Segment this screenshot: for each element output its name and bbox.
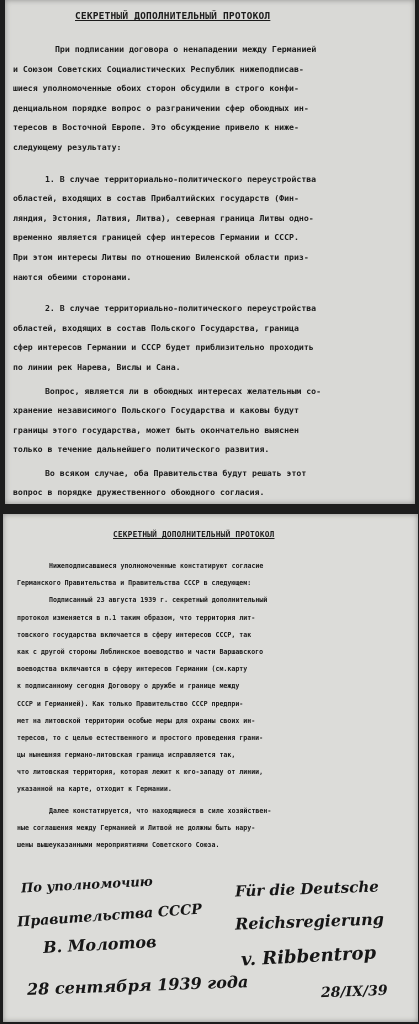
text-line: тересов, то с целью естественного и простого проведения грани- [17,733,264,742]
text-line: Далее констатируется, что находящиеся в силе хозяйствен- [49,806,272,815]
protocol-1-para-4 [13,382,409,460]
text-line: Нижеподписавшиеся уполномоченные констатируют согласие [49,562,264,570]
text-line: временно является границей сфер интересов Германии и СССР. [13,232,299,243]
text-line: Во всяком случае, оба Правительства будут решать этот [45,467,307,478]
protocol-2-para-3 [17,803,409,855]
protocol-1-para-3 [13,299,409,377]
protocol-2-body [17,558,409,854]
text-line: шены вышеуказанными мероприятиями Советского Союза. [17,841,220,849]
protocol-2-para-2 [17,592,409,798]
text-line: Подписанный 23 августа 1939 г. секретный дополнительный [49,596,268,605]
text-line: СССР и Германией). Как только Правительство СССР предпри- [17,699,244,708]
protocol-1-body [13,40,409,503]
text-line: следующему результату: [13,141,122,152]
text-line: 2. В случае территориально-политического переустройства [45,303,317,314]
text-line: При этом интересы Литвы по отношению Виленской области приз- [13,251,309,262]
text-line: и Союзом Советских Социалистических Республик нижеподписав- [13,63,304,74]
text-line: ные соглашения между Германией и Литвой не должны быть нару- [17,823,256,832]
text-line: тересов в Восточной Европе. Это обсуждение привело к ниже- [13,122,299,133]
signature-date-left: 28 сентября 1939 года [26,972,249,999]
text-line: шиеся уполномоченные обоих сторон обсудили в строго конфи- [13,83,299,94]
text-line: сфер интересов Германии и СССР будет приблизительно проходить [13,342,314,353]
signature-date-right: 28/IX/39 [320,982,388,1002]
text-line: областей, входящих в состав Польского Государства, граница [13,322,299,333]
text-line: Германского Правительства и Правительства СССР в следующем: [17,579,252,588]
protocol-2-para-1 [17,558,409,592]
text-line: областей, входящих в состав Прибалтийских государств (Фин- [13,193,299,204]
text-line: к подписанному сегодня Договору о дружбе и границе между [17,682,240,691]
text-line: товского государства включается в сферу интересов СССР, так [17,630,252,639]
text-line: 1. В случае территориально-политического переустройства [45,173,317,184]
text-line: хранение независимого Польского Государства и каковы будут [13,405,299,416]
text-line: как с другой стороны Люблинское воеводство и части Варшавского [17,647,264,656]
text-line: воеводства включаются в сферу интересов Германии (см.карту [17,665,248,674]
text-line: денциальном порядке вопрос о разграничении сфер обоюдных ин- [13,102,309,113]
text-line: При подписании договора о ненападении между Германией [55,44,317,54]
signature-ribbentrop: v. Ribbentrop [240,942,377,971]
text-line: что литовская территория, которая лежит к юго-западу от линии, [17,768,264,777]
protocol-2-header: СЕКРЕТНЫЙ ДОПОЛНИТЕЛЬНЫЙ ПРОТОКОЛ [113,530,275,539]
text-line: границы этого государства, может быть окончательно выяснен [13,424,299,435]
signature-right-line1: Für die Deutsche [234,877,380,901]
text-line: Вопрос, является ли в обоюдных интересах желательным со- [45,385,322,396]
text-line: протокол изменяется в п.1 таким образом, что территория лит- [17,613,256,622]
text-line: по линии рек Нарева, Вислы и Сана. [13,361,181,372]
text-line: только в течение дальнейшего политического развития. [13,444,270,455]
protocol-1-para-2 [13,170,409,288]
text-line: указанной на карте, отходит к Германии. [17,785,172,794]
protocol-1-header: СЕКРЕТНЫЙ ДОПОЛНИТЕЛЬНЫЙ ПРОТОКОЛ [75,11,271,22]
signature-right-line2: Reichsregierung [234,909,385,934]
text-line: цы нынешняя германо-литовская граница исправляется так, [17,751,236,760]
text-line: мет на литовской территории особые меры для охраны своих ин- [17,716,256,725]
protocol-page-1 [5,0,415,504]
text-line: ляндия, Эстония, Латвия, Литва), северная граница Литвы одно- [13,212,314,223]
protocol-1-para-1 [13,40,409,158]
protocol-1-para-5 [13,464,409,503]
signature-left-line2: Правительства СССР [16,901,203,931]
signature-molotov: В. Молотов [42,932,157,957]
protocol-page-2 [3,514,418,1022]
text-line: вопрос в порядке дружественного обоюдного согласия. [13,487,265,498]
text-line: наются обеими сторонами. [13,271,132,282]
signature-left-line1: По уполномочию [20,874,154,897]
